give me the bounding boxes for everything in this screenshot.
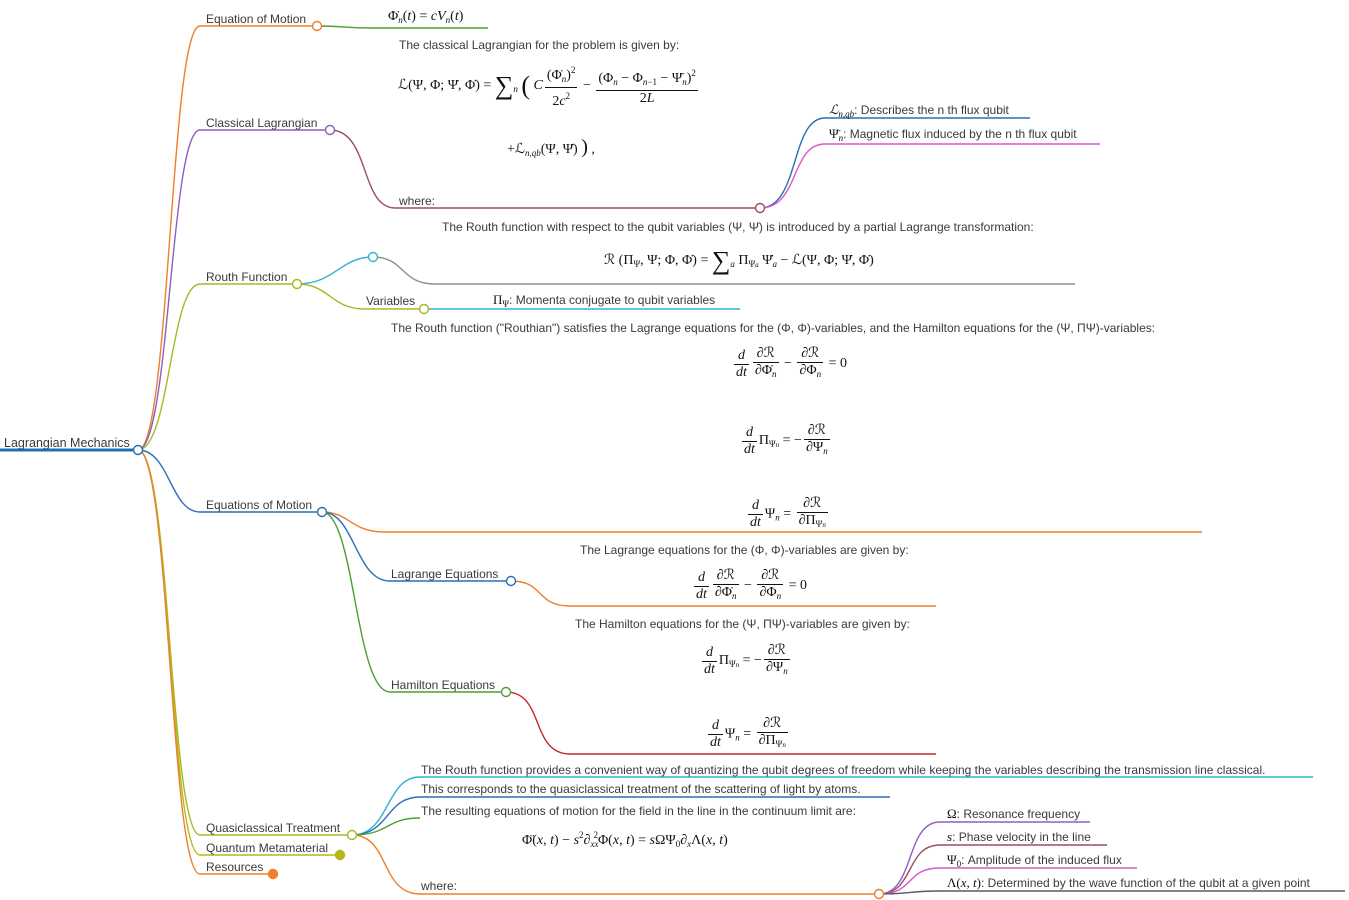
quasi-def-1: Ω: Resonance frequency [947, 806, 1081, 821]
routh-satisfies: The Routh function ("Routhian") satisfies the Lagrange equations for the (Φ, Φ)-variables, and the Hamilton equations for the (Ψ, ΠΨ)-variables: [391, 321, 1156, 335]
branch-equation-of-motion[interactable]: Equation of Motion [206, 12, 307, 26]
node-eoms [318, 508, 327, 517]
lagrange-eq: $\frac{d}{dt}$ $\frac{\text{∂ℛ}}{\partial\Phi̇_n}$ − $\frac{\text{∂ℛ}}{\partial\Phi_n}$ = 0 [696, 568, 808, 602]
branch-hamilton-equations[interactable]: Hamilton Equations [391, 678, 496, 692]
root-topic[interactable]: Lagrangian Mechanics [4, 436, 130, 450]
hamilton-intro: The Hamilton equations for the (Ψ, ΠΨ)-variables are given by: [575, 617, 910, 631]
quasi-def-4-text: : Determined by the wave function of the qubit at a given point [981, 876, 1310, 890]
node-root [134, 446, 143, 455]
branch-variables[interactable]: Variables [366, 294, 416, 308]
classical-def-1: ℒ$_{n,qb}$: Describes the n th flux qubit [829, 102, 1009, 119]
node-classical-where [756, 204, 765, 213]
eom-top-formula: $\Phi̇_n(t) = cV_n(t)$ [388, 9, 464, 25]
classical-def-2: $\Psī_n$: Magnetic flux induced by the n th flux qubit [829, 126, 1077, 143]
node-eom-top [313, 22, 322, 31]
node-lagrange [507, 577, 516, 586]
branch-quantum-metamaterial[interactable]: Quantum Metamaterial [206, 841, 329, 855]
routh-eq-lagrange: $\frac{d}{dt}$ $\frac{\text{∂ℛ}}{\partial\Phi̇_n}$ − $\frac{\text{∂ℛ}}{\partial\Phi_n}$ = 0 [736, 346, 848, 380]
node-quasi-where [875, 890, 884, 899]
quasi-formula: Φ̈(x, $t) - s^2\partial_{xx}^2\Phi(x$, $t) = s\Omega\Psi_0\partial_x\Lambda(x$, t) [522, 830, 728, 849]
node-variables [420, 305, 429, 314]
quasi-line-3: The resulting equations of motion for the field in the line in the continuum limit are: [421, 804, 856, 818]
classical-lagrangian-formula: ℒ(Ψ, Φ; Ψ̇, Φ̇) = $\sum_n$ ( C $\frac{(\Phi̇_n)^2}{2c^2}$ − $\frac{(\Phi_n - \Phi_{n-1} - \Psī_n)^2}{2L}$ [398, 62, 700, 110]
branch-classical-lagrangian[interactable]: Classical Lagrangian [206, 116, 318, 130]
classical-def-1-text: : Describes the n th flux qubit [854, 103, 1009, 117]
classical-intro: The classical Lagrangian for the problem is given by: [399, 38, 680, 52]
classical-lagrangian-formula-line2: +ℒ$_{n,qb}$(Ψ, Ψ̇) ) , [507, 136, 595, 158]
quasi-where: where: [421, 879, 458, 893]
variables-def: $\Pi_\Psi$: Momenta conjugate to qubit variables [493, 292, 716, 309]
quasi-def-3-text: : Amplitude of the induced flux [961, 853, 1122, 867]
variables-def-text: : Momenta conjugate to qubit variables [509, 293, 716, 307]
routh-eq-hamilton-1: $\frac{d}{dt}$ $\Pi_{\Psi n}$ = − $\frac{\text{∂ℛ}}{\partial\Psi_n}$ [744, 423, 828, 457]
routh-formula: ℛ ($\Pi_\Psi$, Ψ; Φ, Φ̇) = $\sum_a$ $\Pi_{\Psi a}$ $\Psi̇_a$ − ℒ(Ψ, Φ; Ψ̇, Φ̇) [604, 246, 874, 275]
quasi-def-1-text: : Resonance frequency [956, 807, 1081, 821]
lagrange-intro: The Lagrange equations for the (Φ, Φ)-variables are given by: [580, 543, 909, 557]
branch-quasiclassical-treatment[interactable]: Quasiclassical Treatment [206, 821, 341, 835]
node-resources [269, 870, 278, 879]
node-hamilton [502, 688, 511, 697]
quasi-line-2: This corresponds to the quasiclassical treatment of the scattering of light by atoms. [421, 782, 861, 796]
quasi-def-2-text: : Phase velocity in the line [952, 830, 1091, 844]
link-classical [138, 130, 330, 450]
classical-where: where: [399, 194, 436, 208]
branch-equations-of-motion[interactable]: Equations of Motion [206, 498, 313, 512]
quasi-def-2: s: Phase velocity in the line [947, 829, 1091, 844]
node-quasi [348, 831, 357, 840]
quasi-line-1: The Routh function provides a convenient way of quantizing the qubit degrees of freedom while keeping the variables describing the transmission line classical. [421, 763, 1266, 777]
node-classical [326, 126, 335, 135]
hamilton-eq-1: $\frac{d}{dt}$ $\Pi_{\Psi n}$ = − $\frac{\text{∂ℛ}}{\partial\Psi_n}$ [704, 643, 788, 677]
hamilton-eq-2: $\frac{d}{dt}$ $\Psi_n$ = $\frac{\text{∂ℛ}}{\partial\Pi_{\Psi n}}$ [710, 716, 786, 750]
link-eom-top [138, 26, 317, 450]
branch-lagrange-equations[interactable]: Lagrange Equations [391, 567, 499, 581]
branch-resources[interactable]: Resources [206, 860, 264, 874]
branch-routh-function[interactable]: Routh Function [206, 270, 288, 284]
classical-def-2-text: : Magnetic flux induced by the n th flux qubit [843, 127, 1077, 141]
link-resources [138, 450, 273, 874]
routh-intro: The Routh function with respect to the qubit variables (Ψ, Ψ̇) is introduced by a partial Lagrange transformation: [442, 220, 1034, 234]
node-routh [293, 280, 302, 289]
quasi-def-3: $\Psi_0$: Amplitude of the induced flux [947, 852, 1122, 869]
quasi-def-4: Λ(x, t): Determined by the wave function of the qubit at a given point [947, 875, 1310, 890]
node-routh-formula [369, 253, 378, 262]
node-qmeta [336, 851, 345, 860]
routh-eq-hamilton-2: $\frac{d}{dt}$ $\Psi_n$ = $\frac{\text{∂ℛ}}{\partial\Pi_{\Psi n}}$ [750, 496, 826, 530]
